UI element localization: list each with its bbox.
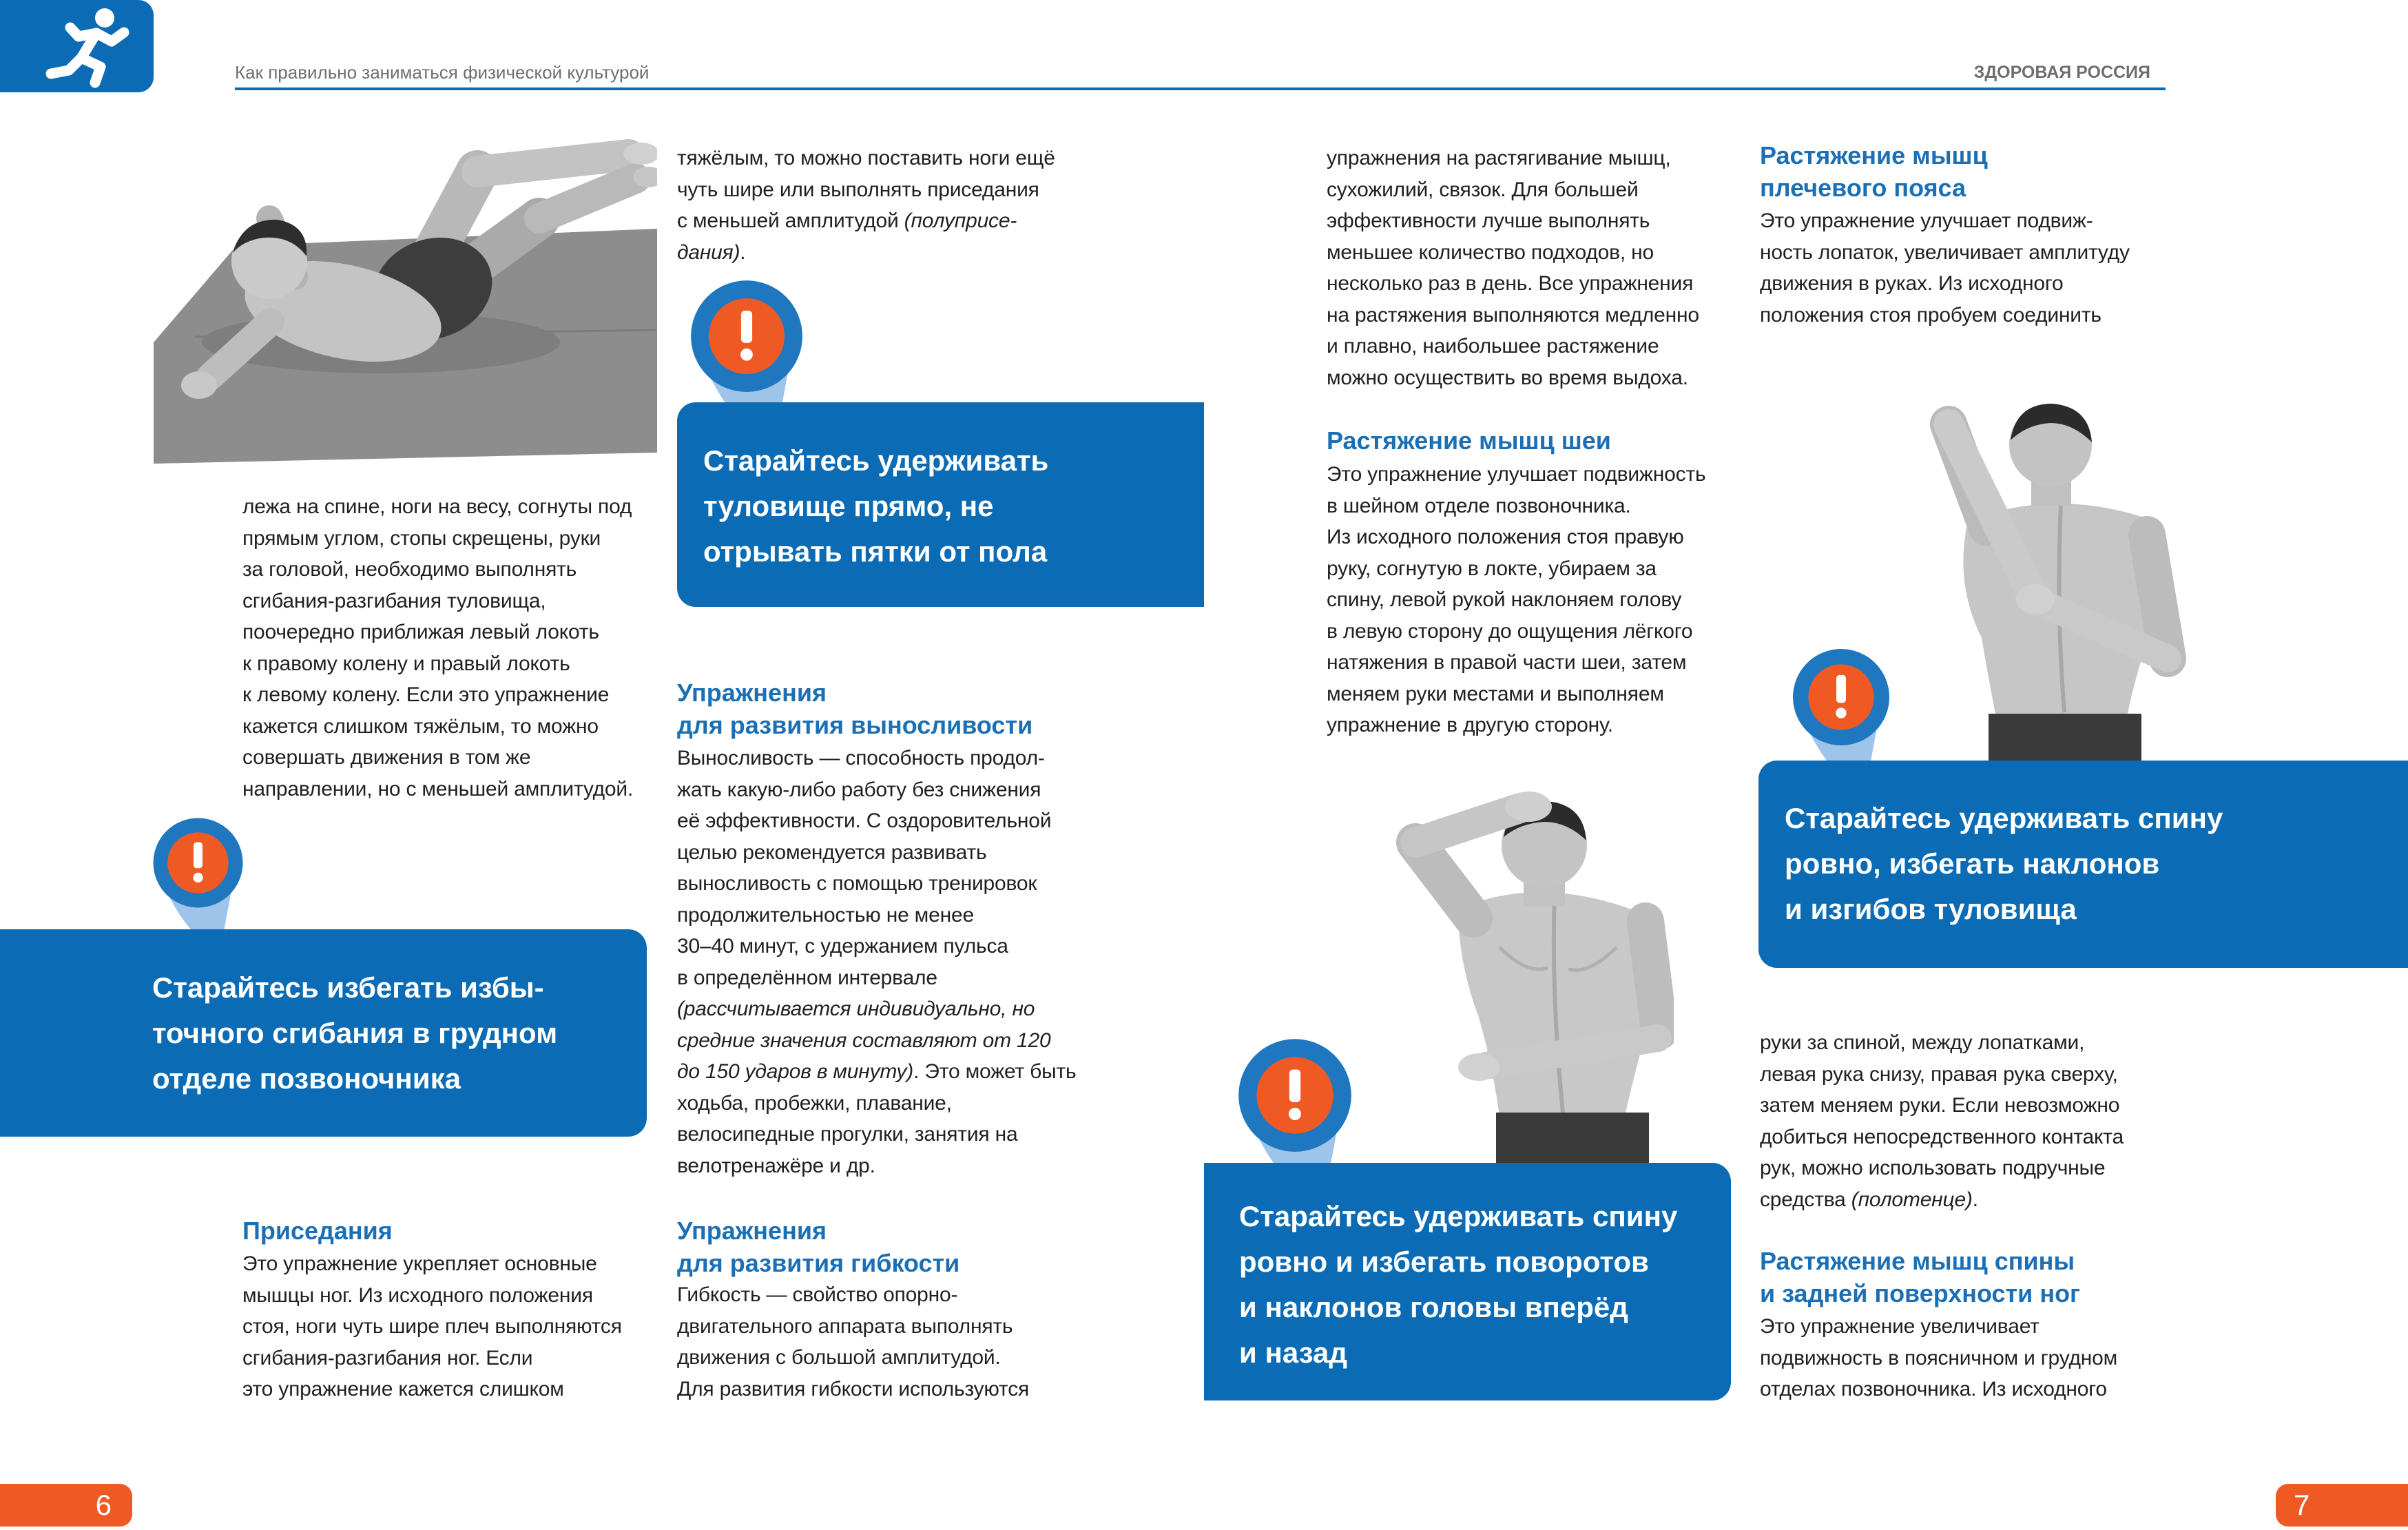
squats-continued-end: . bbox=[740, 240, 746, 264]
shoulder-continued-text bbox=[1760, 1027, 2124, 1215]
flexibility-heading: Упражнения для развития гибкости bbox=[677, 1217, 960, 1277]
page-number-left-label: 6 bbox=[95, 1489, 112, 1521]
shoulder-continued-end: . bbox=[1972, 1188, 1978, 1211]
endurance-text-main: Выносливость — способность продол- жать какую-либо работу без снижения её эффективности. С оздоровительной целью рекомендуется развивать выносливость с помощью тренировок продолжительностью не менее 30–40 минут, с удержанием пульса в определённом интервале bbox=[677, 747, 1052, 989]
squats-text: Это упражнение укрепляет основные мышцы ног. Из исходного положения стоя, ноги чуть шире плеч выполняются сгибания-разгибания ног. Если это упражнение кажется слишком bbox=[242, 1252, 622, 1400]
endurance-text-italic: (рассчитывается индивидуально, но средние значения составляют от 120 до 150 ударов в минуту) bbox=[677, 997, 1051, 1083]
callout-box-shoulder bbox=[1758, 761, 2408, 968]
endurance-heading: Упражнения для развития выносливости bbox=[677, 679, 1033, 739]
shoulder-stretch-text: Это упражнение улучшает подвиж- ность лопаток, увеличивает амплитуду движения в руках. Из исходного положения стоя пробуем соединить bbox=[1760, 209, 2130, 327]
squats-heading: Приседания bbox=[242, 1217, 393, 1245]
photo-shoulder-stretch bbox=[1920, 402, 2196, 761]
callout-text-spine: Старайтесь избегать избы- точного сгибания в грудном отделе позвоночника bbox=[152, 971, 558, 1095]
flexibility-continued-text: упражнения на растягивание мышц, сухожилий, связок. Для большей эффективности лучше выполнять меньшее количество подходов, но несколько раз в день. Все упражнения на растяжения выполняются медленно и плавно, наибольшее растяжение можно осуществить во время выдоха. bbox=[1327, 147, 1699, 389]
endurance-text bbox=[677, 743, 1077, 1181]
squats-continued-main: тяжёлым, то можно поставить ноги ещё чуть шире или выполнять приседания с меньшей амплитудой bbox=[677, 147, 1055, 232]
runner-icon bbox=[0, 0, 154, 92]
callout-box-posture bbox=[677, 402, 1204, 607]
callout-box-neck bbox=[1204, 1163, 1731, 1400]
photo-crunch-exercise bbox=[154, 115, 657, 464]
squats-continued-text bbox=[677, 143, 1055, 268]
header-brand: ЗДОРОВАЯ РОССИЯ bbox=[1973, 63, 2150, 82]
endurance-text-end: . Это может быть ходьба, пробежки, плавание, велосипедные прогулки, занятия на велотренажёре и др. bbox=[677, 1060, 1077, 1177]
callout-text-posture: Старайтесь удерживать туловище прямо, не отрывать пятки от пола bbox=[703, 444, 1049, 568]
shoulder-continued-italic: (полотенце) bbox=[1851, 1188, 1973, 1211]
neck-stretch-heading: Растяжение мышц шеи bbox=[1327, 426, 1611, 455]
back-stretch-heading: Растяжение мышц спины и задней поверхности ног bbox=[1760, 1247, 2081, 1307]
squats-continued-italic: (полуприсе- дания) bbox=[677, 209, 1017, 264]
header-logo-tab bbox=[0, 0, 154, 92]
page-number-right bbox=[2276, 1484, 2408, 1527]
callout-box-spine bbox=[0, 929, 647, 1137]
neck-stretch-text: Это упражнение улучшает подвижность в шейном отделе позвоночника. Из исходного положения стоя правую руку, согнутую в локте, убираем за спину, левой рукой наклоняем голову в левую сторону до ощущения лёгкого натяжения в правой части шеи, затем меняем руки местами и выполняем упражнение в другую сторону. bbox=[1327, 463, 1706, 736]
shoulder-stretch-heading: Растяжение мышц плечевого пояса bbox=[1760, 141, 1988, 202]
shoulder-continued-main: руки за спиной, между лопатками, левая рука снизу, правая рука сверху, затем меняем руки. Если невозможно добиться непосредственного контакта рук, можно использовать подручные средства bbox=[1760, 1031, 2124, 1211]
header-divider bbox=[235, 87, 2166, 90]
crunch-description: лежа на спине, ноги на весу, согнуты под прямым углом, стопы скрещены, руки за головой, необходимо выполнять сгибания-разгибания туловища, поочередно приближая левый локоть к правому колену и правый локоть к левому колену. Если это упражнение кажется слишком тяжёлым, то можно совершать движения в том же направлении, но с меньшей амплитудой. bbox=[242, 495, 634, 800]
callout-text-neck: Старайтесь удерживать спину ровно и избегать поворотов и наклонов головы вперёд и назад bbox=[1239, 1200, 1678, 1369]
neck-stretch-photo-graphic bbox=[1382, 768, 1674, 1163]
photo-neck-stretch bbox=[1382, 768, 1674, 1163]
page-number-right-label: 7 bbox=[2294, 1489, 2310, 1521]
crunch-photo-graphic bbox=[154, 115, 657, 464]
flexibility-text: Гибкость — свойство опорно- двигательного аппарата выполнять движения с большой амплитудой. Для развития гибкости используются bbox=[677, 1283, 1030, 1400]
back-stretch-text: Это упражнение увеличивает подвижность в поясничном и грудном отделах позвоночника. Из исходного bbox=[1760, 1315, 2118, 1400]
page-number-left bbox=[0, 1484, 132, 1527]
callout-text-shoulder: Старайтесь удерживать спину ровно, избегать наклонов и изгибов туловища bbox=[1785, 802, 2223, 925]
header-title: Как правильно заниматься физической культурой bbox=[235, 62, 650, 83]
shoulder-stretch-photo-graphic bbox=[1920, 402, 2196, 761]
